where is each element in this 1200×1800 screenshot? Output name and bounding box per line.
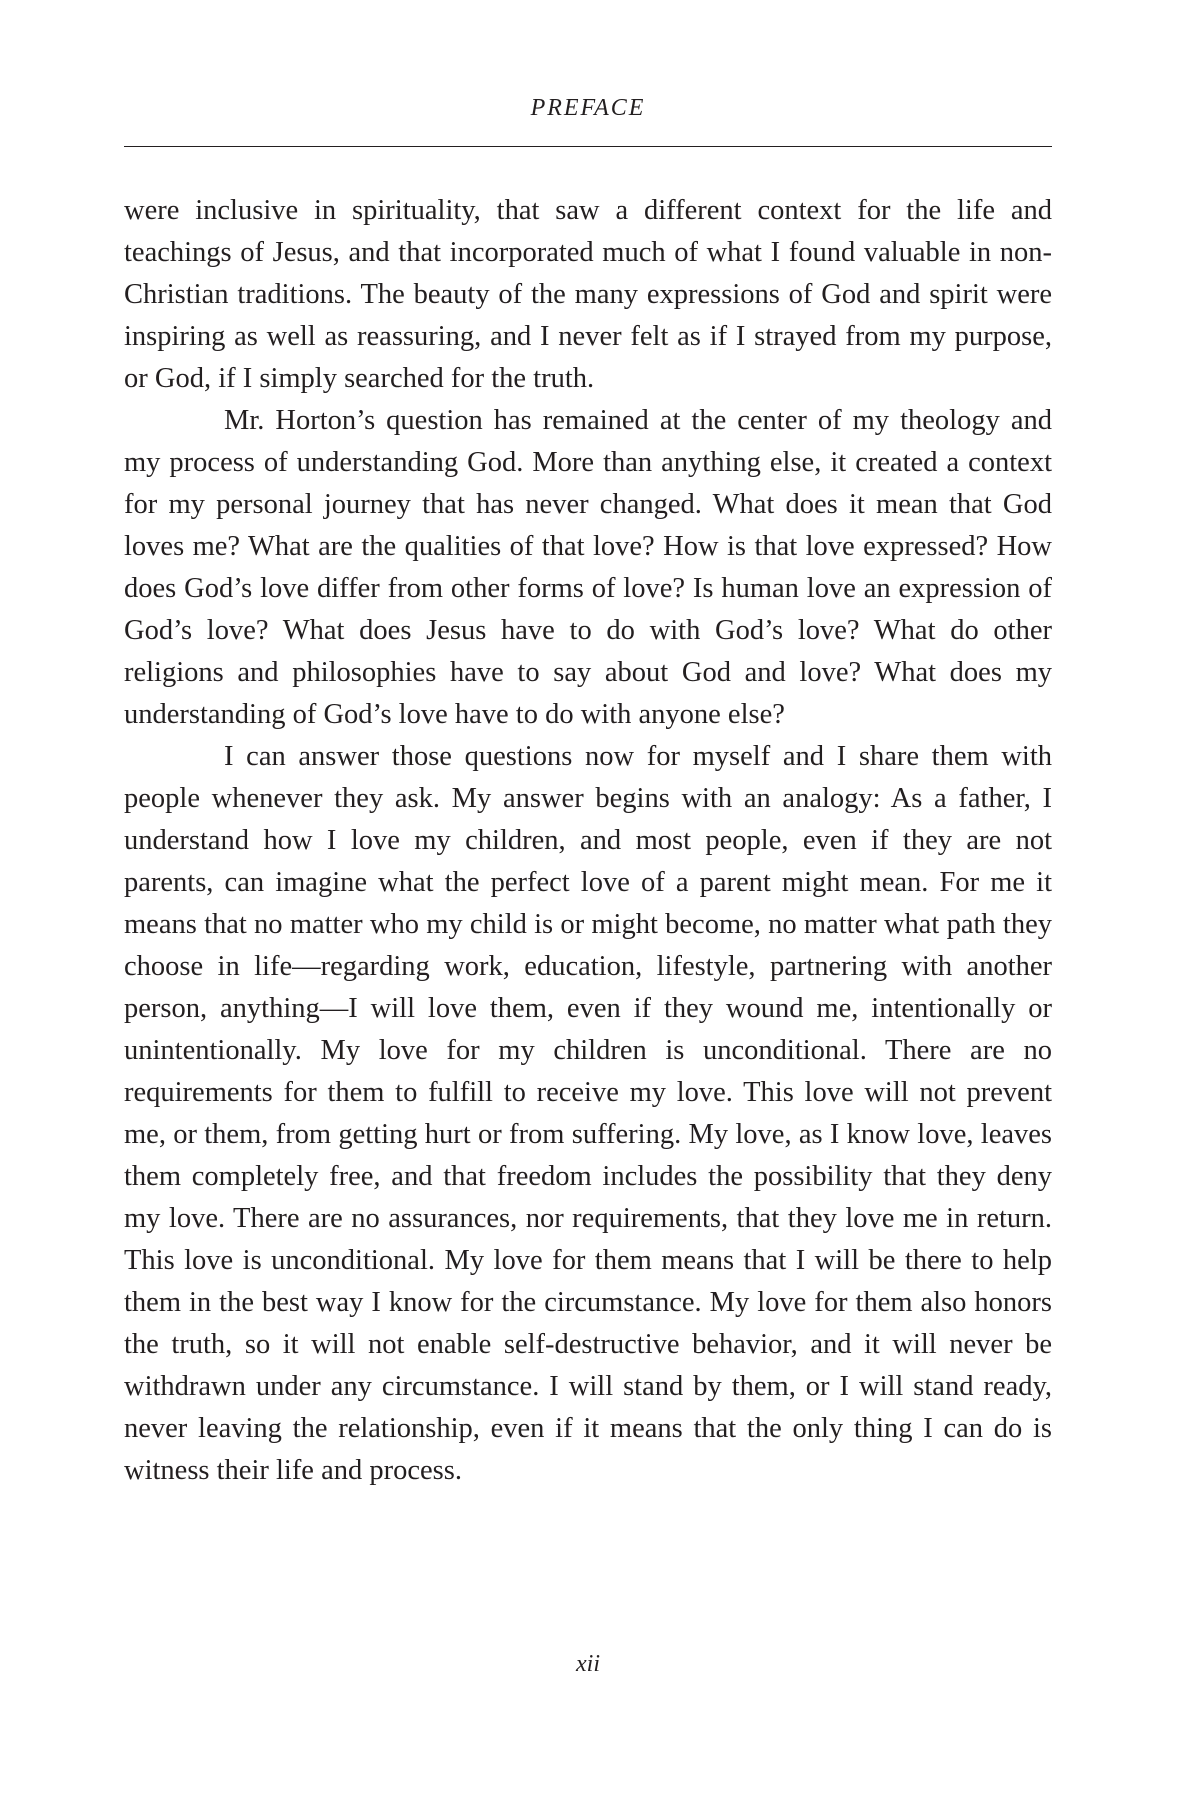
page-number: xii (576, 1651, 600, 1677)
paragraph-continuation: were inclusive in spirituality, that saw a different context for the life and teachings of Jesus, and that incorporated much of what I found valuable in non-Christian traditions. The beauty of the many expressions of God and spirit were inspiring as well as reassuring, and I never felt as if I strayed from my purpose, or God, if I simply searched for the truth. (124, 195, 1052, 394)
body-text (124, 190, 1052, 1492)
paragraph-horton-question: Mr. Horton’s question has remained at the center of my theology and my process of understanding God. More than anything else, it created a context for my personal journey that has never changed. What does it mean that God loves me? What are the qualities of that love? How is that love expressed? How does God’s love differ from other forms of love? Is human love an expression of God’s love? What does Jesus have to do with God’s love? What do other religions and philosophies have to say about God and love? What does my understanding of God’s love have to do with anyone else? (124, 405, 1052, 730)
paragraph-father-analogy: I can answer those questions now for myself and I share them with people whenever they ask. My answer begins with an analogy: As a father, I understand how I love my children, and most people, even if they are not parents, can imagine what the perfect love of a parent might mean. For me it means that no matter who my child is or might become, no matter what path they choose in life—regarding work, education, lifestyle, partnering with another person, anything—I will love them, even if they wound me, intentionally or unintentionally. My love for my children is unconditional. There are no requirements for them to fulfill to receive my love. This love will not prevent me, or them, from getting hurt or from suffering. My love, as I know love, leaves them completely free, and that freedom includes the possibility that they deny my love. There are no assurances, nor requirements, that they love me in return. This love is unconditional. My love for them means that I will be there to help them in the best way I know for the circumstance. My love for them also honors the truth, so it will not enable self-destructive behavior, and it will never be withdrawn under any circumstance. I will stand by them, or I will stand ready, never leaving the relationship, even if it means that the only thing I can do is witness their life and process. (124, 741, 1052, 1486)
running-head: PREFACE (530, 95, 646, 121)
header-rule (124, 146, 1052, 147)
